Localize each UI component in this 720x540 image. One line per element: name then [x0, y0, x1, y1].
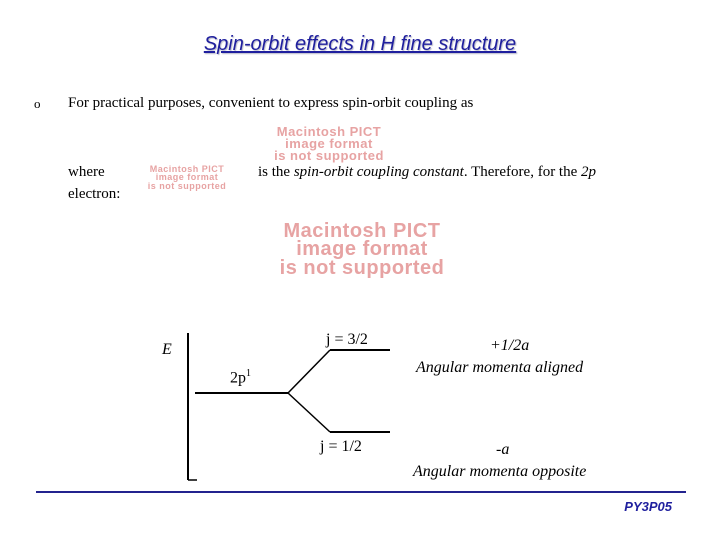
intro-text: For practical purposes, convenient to express spin-orbit coupling as: [68, 95, 474, 111]
constant-post-text: . Therefore, for the: [463, 164, 582, 180]
level-2p-text: 2p: [230, 369, 246, 387]
j-one-half-label: j = 1/2: [320, 438, 362, 455]
constant-pre-text: is the: [258, 164, 294, 180]
j-three-halves-label: j = 3/2: [326, 331, 368, 348]
opposite-description: Angular momenta opposite: [413, 463, 587, 480]
constant-term: spin-orbit coupling constant: [293, 164, 464, 180]
pict-text-line3: is not supported: [279, 256, 445, 279]
pict-text-line2: image format: [296, 238, 428, 261]
upper-shift-label: +1/2a: [490, 337, 530, 354]
level-2p-label: [230, 368, 251, 387]
lower-shift-label: -a: [496, 441, 510, 458]
split-line-upper: [288, 350, 330, 393]
split-line-lower: [288, 393, 330, 432]
energy-label: E: [162, 341, 172, 358]
pict-text-line1: Macintosh PICT: [283, 220, 441, 242]
pict-text-line1: Macintosh PICT: [276, 124, 382, 139]
slide-title: Spin-orbit effects in H fine structure: [203, 33, 517, 55]
pict-text-line3: is not supported: [274, 147, 384, 163]
bullet-marker: o: [34, 96, 41, 111]
level-2p-superscript: 1: [246, 368, 251, 379]
electron-text: electron:: [68, 186, 121, 202]
where-label: where: [68, 164, 105, 180]
pict-text-line1: Macintosh PICT: [149, 164, 225, 174]
pict-text-line3: is not supported: [147, 180, 227, 191]
course-code: PY3P05: [624, 499, 672, 514]
pict-text-line2: image format: [285, 135, 373, 151]
aligned-description: Angular momenta aligned: [416, 359, 584, 376]
pict-text-line2: image format: [155, 172, 219, 183]
footer-rule: [36, 491, 686, 493]
orbital-2p-text: 2p: [581, 164, 597, 180]
